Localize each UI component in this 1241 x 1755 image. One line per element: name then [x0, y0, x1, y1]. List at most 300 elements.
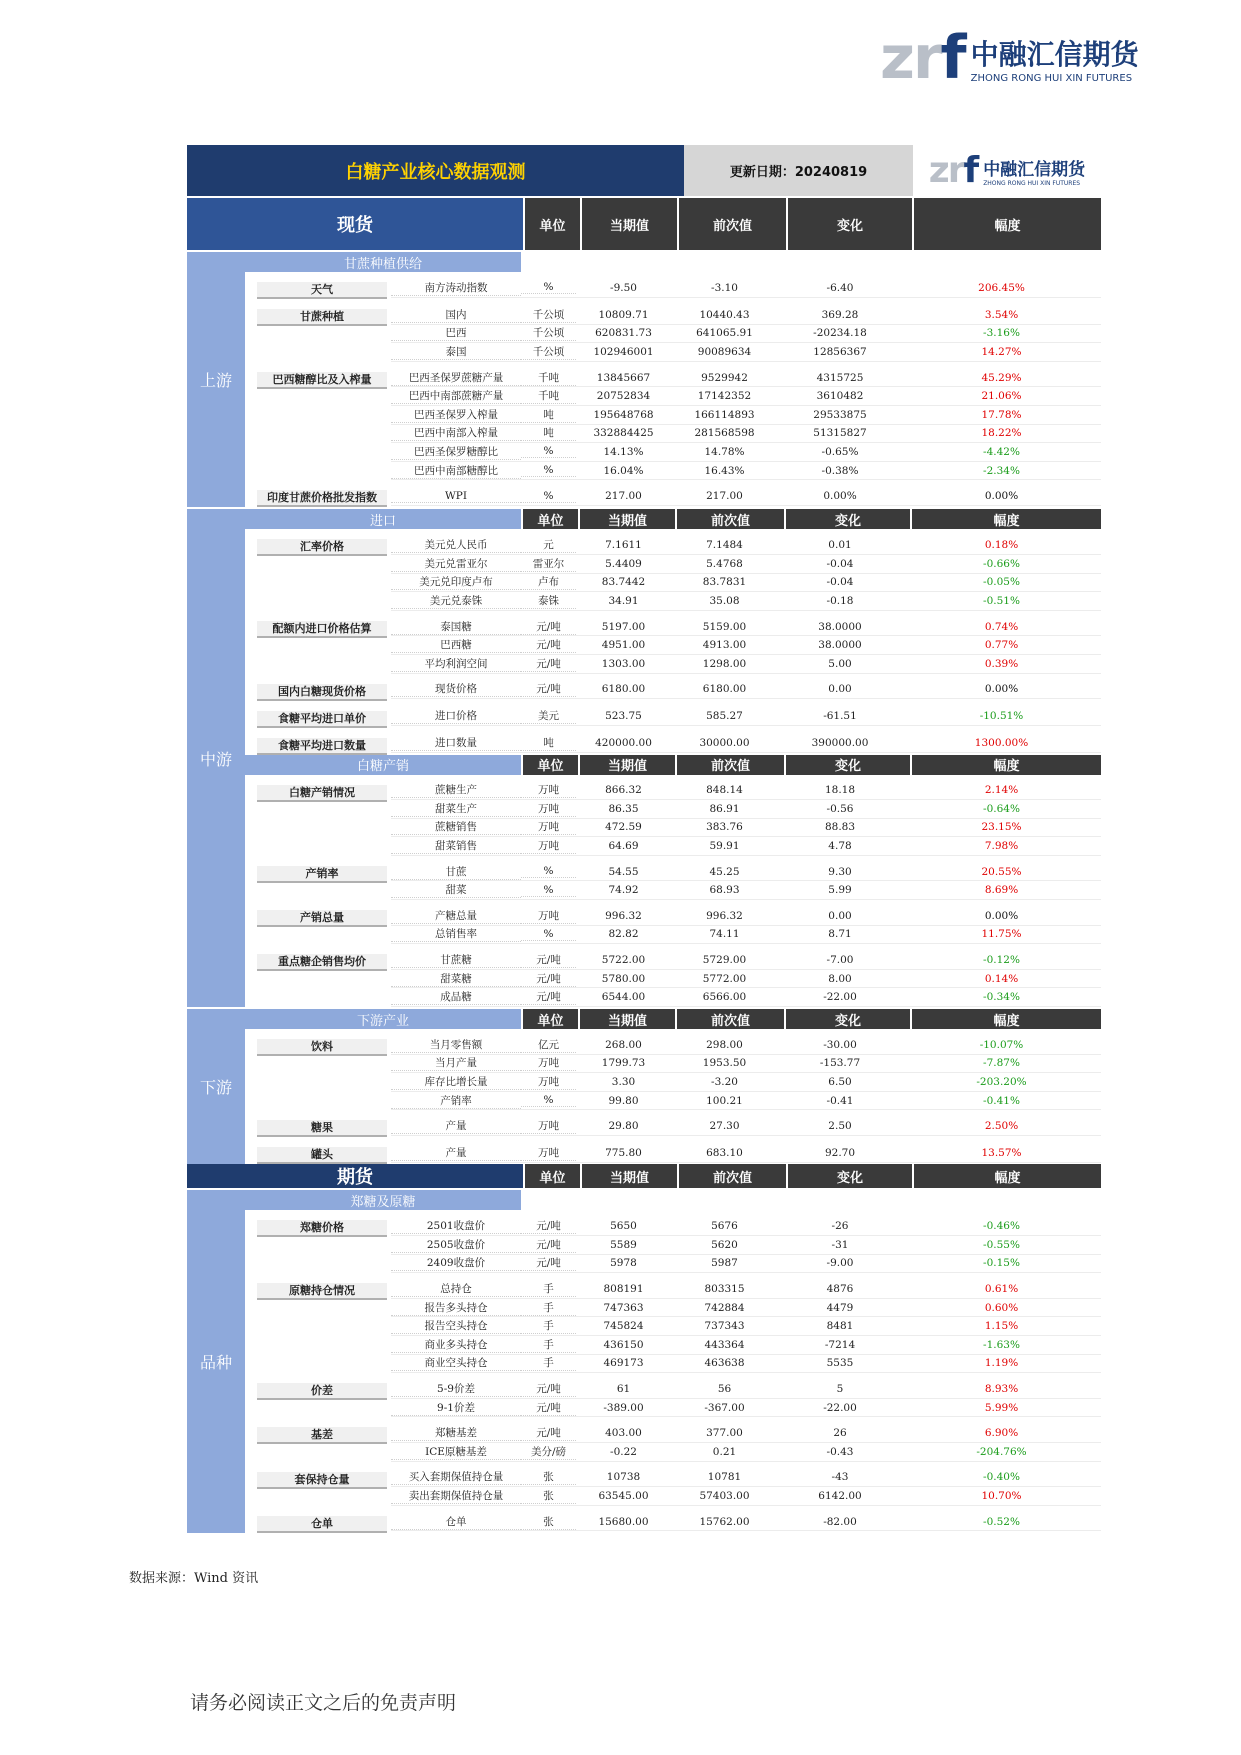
category-label: 巴西糖醇比及入榨量 — [257, 372, 387, 389]
category-label: 国内白糖现货价格 — [257, 684, 387, 701]
subsection-header — [245, 1009, 1101, 1029]
item-cell: 巴西圣保罗蔗糖产量 — [391, 370, 521, 386]
unit-cell: 元/吨 — [521, 952, 576, 968]
futures-header-2: 前次值 — [677, 1164, 786, 1188]
percent-change: 6.90% — [984, 1427, 1019, 1440]
unit-cell: 卢布 — [521, 574, 576, 590]
current-value: 61 — [616, 1382, 631, 1395]
unit-cell: % — [521, 865, 576, 878]
current-value: 64.69 — [608, 840, 639, 853]
unit-cell: 吨 — [521, 407, 576, 423]
item-cell: 产糖总量 — [391, 908, 521, 924]
data-group — [245, 728, 1101, 755]
previous-value: 443364 — [704, 1338, 745, 1351]
percent-change: 1.19% — [984, 1357, 1019, 1370]
unit-cell: 元/吨 — [521, 1237, 576, 1253]
data-group — [245, 944, 1101, 1007]
item-cell: 平均利润空间 — [391, 656, 521, 672]
previous-value: -3.10 — [711, 281, 738, 294]
unit-cell: % — [521, 1094, 576, 1107]
percent-change: 5.99% — [984, 1401, 1019, 1414]
item-cell: 当月零售额 — [391, 1037, 521, 1053]
percent-change: 0.00% — [984, 683, 1019, 696]
table-row — [391, 819, 1101, 838]
data-group — [245, 900, 1101, 944]
unit-cell: 万吨 — [521, 908, 576, 924]
previous-value: 10781 — [707, 1471, 742, 1484]
percent-change: 13.57% — [981, 1147, 1022, 1160]
change-value: -30.00 — [823, 1038, 857, 1051]
change-value: -0.65% — [821, 445, 859, 458]
previous-value: 100.21 — [706, 1094, 743, 1107]
table-row — [391, 592, 1101, 611]
change-value: 8481 — [826, 1320, 854, 1333]
futures-header-3: 变化 — [786, 1164, 912, 1188]
item-cell: 总持仓 — [391, 1281, 521, 1297]
previous-value: 45.25 — [709, 865, 740, 878]
group-category — [245, 1144, 391, 1164]
current-value: 16.04% — [603, 464, 644, 477]
current-value: 5197.00 — [601, 620, 646, 633]
item-cell: 当月产量 — [391, 1055, 521, 1071]
table-row — [391, 279, 1101, 298]
current-value: 268.00 — [605, 1038, 642, 1051]
change-value: 88.83 — [824, 821, 856, 834]
change-value: -9.00 — [826, 1257, 854, 1270]
change-value: 5535 — [826, 1357, 854, 1370]
table-row — [391, 1355, 1101, 1374]
percent-change: 0.77% — [984, 639, 1019, 652]
previous-value: 5620 — [711, 1238, 738, 1251]
current-value: 5650 — [610, 1220, 637, 1233]
section-2 — [187, 1007, 1101, 1164]
item-cell: 商业多头持仓 — [391, 1337, 521, 1353]
item-cell: 巴西圣保罗入榨量 — [391, 407, 521, 423]
current-value: 14.13% — [603, 445, 644, 458]
table-row — [391, 782, 1101, 801]
current-value: 34.91 — [608, 594, 639, 607]
current-value: 10809.71 — [598, 308, 649, 321]
previous-value: 742884 — [704, 1301, 745, 1314]
group-category — [245, 735, 391, 755]
futures-header-4: 幅度 — [912, 1164, 1101, 1188]
change-value: 12856367 — [813, 345, 867, 358]
percent-change: -0.64% — [983, 802, 1020, 815]
data-group — [245, 1137, 1101, 1164]
group-rows — [391, 1513, 1101, 1533]
item-cell: 泰国糖 — [391, 619, 521, 635]
item-cell: 5-9价差 — [391, 1381, 521, 1397]
current-value: 195648768 — [593, 408, 654, 421]
group-category — [245, 782, 391, 856]
table-row — [391, 1217, 1101, 1236]
current-value: 82.82 — [608, 928, 639, 941]
percent-change: -0.40% — [983, 1471, 1020, 1484]
category-label: 产销总量 — [257, 910, 387, 927]
unit-cell: 千公顷 — [521, 325, 576, 341]
current-value: 6544.00 — [601, 991, 646, 1004]
previous-value: 5987 — [711, 1257, 738, 1270]
change-value: 38.0000 — [818, 620, 862, 633]
item-cell: 美元兑雷亚尔 — [391, 556, 521, 572]
group-category — [245, 863, 391, 900]
table-row — [391, 988, 1101, 1007]
group-category — [245, 1513, 391, 1533]
percent-change: -0.05% — [983, 576, 1020, 589]
unit-cell: 万吨 — [521, 1074, 576, 1090]
previous-value: 14.78% — [704, 445, 745, 458]
current-value: 775.80 — [605, 1147, 642, 1160]
previous-value: 30000.00 — [699, 737, 750, 750]
previous-value: 281568598 — [694, 427, 755, 440]
brand-mark-f: f — [940, 23, 965, 93]
table-row — [391, 636, 1101, 655]
current-value: 3.30 — [611, 1076, 636, 1089]
category-label: 产销率 — [257, 866, 387, 883]
futures-label: 期货 — [187, 1164, 523, 1188]
item-cell: 美元兑泰铢 — [391, 593, 521, 609]
zone-label: 中游 — [187, 509, 245, 1007]
previous-value: -3.20 — [711, 1076, 738, 1089]
sub-header-2: 前次值 — [675, 1009, 784, 1029]
change-value: -82.00 — [823, 1515, 857, 1528]
zone-label: 上游 — [187, 252, 245, 507]
current-value: 5.4409 — [605, 557, 642, 570]
previous-value: 166114893 — [694, 408, 755, 421]
group-category — [245, 951, 391, 1007]
table-row — [391, 369, 1101, 388]
category-label: 原糖持仓情况 — [257, 1283, 387, 1300]
percent-change: 0.61% — [984, 1282, 1019, 1295]
percent-change: -203.20% — [976, 1076, 1027, 1089]
unit-cell: 万吨 — [521, 1118, 576, 1134]
data-group — [245, 1417, 1101, 1461]
table-row — [391, 462, 1101, 481]
change-value: 0.01 — [828, 539, 852, 552]
brand-name-cn: 中融汇信期货 — [970, 37, 1139, 71]
unit-cell: % — [521, 445, 576, 458]
current-value: 7.1611 — [605, 539, 642, 552]
group-rows — [391, 681, 1101, 701]
brand-logo — [880, 23, 1139, 93]
previous-value: 74.11 — [709, 928, 740, 941]
category-label: 甘蔗种植 — [257, 309, 387, 326]
category-label: 配额内进口价格估算 — [257, 621, 387, 638]
unit-cell: 元/吨 — [521, 637, 576, 653]
table-row — [391, 708, 1101, 727]
table-row — [391, 1299, 1101, 1318]
category-label: 汇率价格 — [257, 539, 387, 556]
subsection-header — [245, 509, 1101, 529]
section-content — [245, 252, 1101, 507]
data-group — [245, 299, 1101, 362]
group-category — [245, 1217, 391, 1273]
percent-change: 11.75% — [981, 928, 1022, 941]
group-category — [245, 618, 391, 674]
change-value: 8.71 — [828, 928, 852, 941]
previous-value: 83.7831 — [702, 576, 747, 589]
group-category — [245, 1280, 391, 1373]
unit-cell: 手 — [521, 1337, 576, 1353]
category-label: 糖果 — [257, 1120, 387, 1137]
previous-value: 217.00 — [706, 490, 743, 503]
change-value: -7214 — [824, 1338, 856, 1351]
group-rows — [391, 907, 1101, 944]
group-rows — [391, 618, 1101, 674]
current-value: 63545.00 — [598, 1489, 649, 1502]
header-mark-zr: zr — [928, 149, 964, 191]
previous-value: 5729.00 — [702, 954, 747, 967]
group-rows — [391, 951, 1101, 1007]
table-row — [391, 926, 1101, 945]
group-category — [245, 306, 391, 362]
table-row — [391, 1144, 1101, 1163]
sub-header-3: 变化 — [784, 755, 910, 775]
previous-value: 5159.00 — [702, 620, 747, 633]
percent-change: -7.87% — [983, 1057, 1020, 1070]
change-value: -0.56 — [826, 802, 854, 815]
change-value: 0.00% — [823, 490, 857, 503]
section-0 — [187, 250, 1101, 507]
unit-cell: 亿元 — [521, 1037, 576, 1053]
change-value: 92.70 — [824, 1147, 856, 1160]
change-value: 3610482 — [816, 390, 864, 403]
table-row — [391, 387, 1101, 406]
subsection-title: 郑糖及原糖 — [245, 1190, 521, 1210]
table-row — [391, 487, 1101, 506]
unit-cell: 元/吨 — [521, 1381, 576, 1397]
header-brand-cn: 中融汇信期货 — [983, 159, 1086, 180]
unit-cell: % — [521, 464, 576, 477]
current-value: 5722.00 — [601, 954, 646, 967]
item-cell: 产量 — [391, 1145, 521, 1161]
group-category — [245, 1380, 391, 1417]
previous-value: 6566.00 — [702, 991, 747, 1004]
item-cell: 产销率 — [391, 1093, 521, 1109]
data-group — [245, 856, 1101, 900]
category-label: 食糖平均进口单价 — [257, 711, 387, 728]
brand-mark-icon — [880, 23, 965, 93]
percent-change: 1.15% — [984, 1320, 1019, 1333]
table-row — [391, 343, 1101, 362]
previous-value: 1953.50 — [702, 1057, 747, 1070]
section-content — [245, 1190, 1101, 1532]
change-value: -7.00 — [826, 954, 854, 967]
group-category — [245, 1424, 391, 1461]
table-row — [391, 1036, 1101, 1055]
previous-value: 6180.00 — [702, 683, 747, 696]
previous-value: -367.00 — [704, 1401, 745, 1414]
data-group — [245, 1029, 1101, 1110]
section-content — [245, 509, 1101, 1007]
item-cell: 成品糖 — [391, 989, 521, 1005]
current-value: 54.55 — [608, 865, 639, 878]
group-rows — [391, 735, 1101, 755]
header-brand-en: ZHONG RONG HUI XIN FUTURES — [983, 179, 1081, 187]
group-category — [245, 279, 391, 299]
percent-change: 206.45% — [978, 281, 1025, 294]
group-category — [245, 536, 391, 610]
sub-header-2: 前次值 — [675, 509, 784, 529]
item-cell: 国内 — [391, 307, 521, 323]
unit-cell: 万吨 — [521, 1145, 576, 1161]
table-row — [391, 555, 1101, 574]
table-row — [391, 907, 1101, 926]
previous-value: 17142352 — [697, 390, 752, 403]
change-value: -0.41 — [826, 1094, 854, 1107]
data-group — [245, 1110, 1101, 1137]
section-1 — [187, 507, 1101, 1007]
section-content — [245, 1009, 1101, 1164]
unit-cell: 千公顷 — [521, 307, 576, 323]
futures-header-1: 当期值 — [580, 1164, 677, 1188]
report-header — [187, 145, 1101, 196]
group-category — [245, 907, 391, 944]
change-value: -26 — [831, 1220, 849, 1233]
unit-cell: 万吨 — [521, 819, 576, 835]
item-cell: 报告空头持仓 — [391, 1318, 521, 1334]
current-value: 5589 — [610, 1238, 637, 1251]
data-group — [245, 775, 1101, 856]
unit-cell: 手 — [521, 1355, 576, 1371]
item-cell: 9-1价差 — [391, 1400, 521, 1416]
item-cell: 巴西 — [391, 325, 521, 341]
change-value: 0.00 — [828, 683, 852, 696]
unit-cell: 泰铢 — [521, 593, 576, 609]
previous-value: 27.30 — [709, 1120, 740, 1133]
data-group — [245, 272, 1101, 299]
change-value: -153.77 — [819, 1057, 861, 1070]
group-rows — [391, 1380, 1101, 1417]
unit-cell: 千吨 — [521, 388, 576, 404]
current-value: 469173 — [603, 1357, 644, 1370]
previous-value: 4913.00 — [702, 639, 747, 652]
percent-change: -204.76% — [976, 1445, 1027, 1458]
unit-cell: % — [521, 281, 576, 294]
category-label: 套保持仓量 — [257, 1472, 387, 1489]
table-row — [391, 881, 1101, 900]
current-value: 5978 — [610, 1257, 637, 1270]
category-label: 印度甘蔗价格批发指数 — [257, 490, 387, 507]
group-category — [245, 1469, 391, 1506]
previous-value: 15762.00 — [699, 1515, 750, 1528]
unit-cell: % — [521, 928, 576, 941]
data-report — [187, 145, 1101, 1533]
table-row — [391, 574, 1101, 593]
current-value: 747363 — [603, 1301, 644, 1314]
previous-value: 86.91 — [709, 802, 740, 815]
category-label: 郑糖价格 — [257, 1220, 387, 1237]
data-group — [245, 674, 1101, 701]
change-value: 2.50 — [828, 1120, 852, 1133]
change-value: 9.30 — [828, 865, 852, 878]
current-value: 808191 — [603, 1282, 644, 1295]
unit-cell: 手 — [521, 1281, 576, 1297]
unit-cell: 元/吨 — [521, 971, 576, 987]
previous-value: 90089634 — [697, 345, 752, 358]
group-rows — [391, 279, 1101, 299]
change-value: 369.28 — [821, 308, 859, 321]
subsection-blank — [521, 1190, 1101, 1210]
percent-change: 0.14% — [984, 972, 1019, 985]
header-logo — [913, 145, 1101, 196]
group-category — [245, 1036, 391, 1110]
item-cell: 蔗糖生产 — [391, 782, 521, 798]
sub-header-4: 幅度 — [910, 1009, 1101, 1029]
sub-header-0: 单位 — [521, 509, 578, 529]
data-group — [245, 701, 1101, 728]
spot-header-2: 前次值 — [677, 198, 786, 250]
table-row — [391, 837, 1101, 856]
current-value: 420000.00 — [595, 737, 652, 750]
previous-value: 68.93 — [709, 884, 740, 897]
unit-cell: 美分/磅 — [521, 1444, 576, 1460]
sub-header-4: 幅度 — [910, 509, 1101, 529]
current-value: 5780.00 — [601, 972, 646, 985]
previous-value: 35.08 — [709, 594, 740, 607]
table-row — [391, 1469, 1101, 1488]
percent-change: -0.46% — [983, 1220, 1020, 1233]
change-value: 4315725 — [816, 371, 864, 384]
unit-cell: 元/吨 — [521, 1218, 576, 1234]
sub-header-3: 变化 — [784, 509, 910, 529]
change-value: 4876 — [826, 1282, 854, 1295]
current-value: -0.22 — [610, 1445, 637, 1458]
zone-label: 品种 — [187, 1190, 245, 1532]
subsection-header — [245, 755, 1101, 775]
percent-change: 3.54% — [984, 308, 1019, 321]
group-category — [245, 369, 391, 481]
data-group — [245, 480, 1101, 507]
data-group — [245, 611, 1101, 674]
percent-change: 0.18% — [984, 539, 1019, 552]
item-cell: 进口价格 — [391, 708, 521, 724]
change-value: 8.00 — [828, 972, 852, 985]
current-value: 102946001 — [593, 345, 654, 358]
percent-change: 10.70% — [981, 1489, 1022, 1502]
percent-change: 0.00% — [984, 490, 1019, 503]
percent-change: 8.69% — [984, 884, 1019, 897]
spot-header-1: 当期值 — [580, 198, 677, 250]
percent-change: 21.06% — [981, 390, 1022, 403]
change-value: 6142.00 — [818, 1489, 862, 1502]
item-cell: 甜菜 — [391, 882, 521, 898]
change-value: -22.00 — [823, 991, 857, 1004]
disclaimer-note: 请务必阅读正文之后的免责声明 — [190, 1692, 457, 1714]
unit-cell: 元/吨 — [521, 1425, 576, 1441]
table-row — [391, 536, 1101, 555]
unit-cell: 元/吨 — [521, 1255, 576, 1271]
previous-value: 59.91 — [709, 840, 740, 853]
table-row — [391, 1443, 1101, 1462]
table-row — [391, 443, 1101, 462]
unit-cell: 千吨 — [521, 370, 576, 386]
previous-value: 848.14 — [706, 784, 743, 797]
percent-change: 7.98% — [984, 840, 1019, 853]
unit-cell: 元 — [521, 537, 576, 553]
category-label: 饮料 — [257, 1039, 387, 1056]
item-cell: 美元兑人民币 — [391, 537, 521, 553]
group-rows — [391, 487, 1101, 507]
spot-header-3: 变化 — [786, 198, 912, 250]
previous-value: 996.32 — [706, 909, 743, 922]
spot-label: 现货 — [187, 198, 523, 250]
brand-mark-zr: zr — [880, 23, 941, 93]
current-value: 1303.00 — [601, 657, 646, 670]
current-value: 472.59 — [605, 821, 642, 834]
group-rows — [391, 863, 1101, 900]
change-value: -6.40 — [826, 281, 854, 294]
